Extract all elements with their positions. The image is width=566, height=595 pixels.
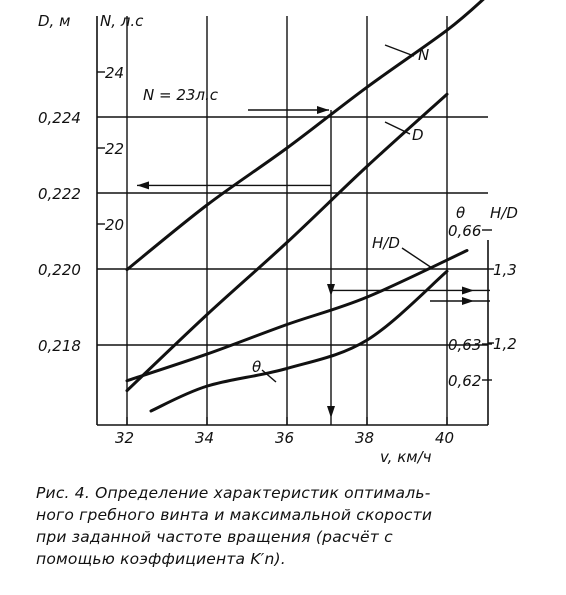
d-axis-title: D, м bbox=[38, 12, 71, 30]
series-label-hd: H/D bbox=[372, 234, 400, 252]
series-line-theta bbox=[151, 271, 447, 411]
x-tick-label: 38 bbox=[355, 429, 375, 447]
hd-tick-label: 1,3 bbox=[493, 261, 517, 279]
x-tick-label: 34 bbox=[195, 429, 215, 447]
n-tick-label: 20 bbox=[105, 216, 125, 234]
series-label-d: D bbox=[412, 126, 424, 144]
hd-result-arrow bbox=[462, 286, 474, 294]
series-line-hd bbox=[127, 251, 467, 381]
power-guide-arrow bbox=[317, 106, 329, 114]
x-axis-title: v, км/ч bbox=[380, 448, 432, 466]
figure-caption bbox=[36, 482, 546, 570]
series-lines bbox=[127, 0, 487, 411]
theta-axis-title: θ bbox=[456, 204, 466, 222]
d-tick-label: 0,224 bbox=[38, 109, 81, 127]
n-axis-title: N, л.с bbox=[100, 12, 144, 30]
d-tick-label: 0,222 bbox=[38, 185, 81, 203]
d-tick-label: 0,220 bbox=[38, 261, 81, 279]
hd-tick-label: 1,2 bbox=[493, 335, 517, 353]
n-tick-label: 24 bbox=[105, 64, 125, 82]
d-tick-label: 0,218 bbox=[38, 337, 81, 355]
theta-result-arrow bbox=[462, 297, 474, 305]
leader-d bbox=[385, 122, 410, 134]
x-tick-label: 40 bbox=[435, 429, 455, 447]
theta-tick-label: 0,63 bbox=[448, 336, 482, 354]
given-power-label: N = 23л.с bbox=[143, 86, 219, 104]
caption-line: Рис. 4. Определение характеристик оптималь- bbox=[36, 484, 431, 502]
n-tick-label: 22 bbox=[105, 140, 125, 158]
x-tick-label: 36 bbox=[275, 429, 295, 447]
series-label-n: N bbox=[418, 46, 430, 64]
hd-axis-title: H/D bbox=[490, 204, 518, 222]
x-tick-label: 32 bbox=[115, 429, 135, 447]
caption-line: при заданной частоте вращения (расчёт с bbox=[36, 528, 393, 546]
series-label-theta: θ bbox=[252, 358, 262, 376]
d-result-arrow bbox=[137, 181, 149, 189]
axis-labels bbox=[38, 12, 518, 466]
caption-line: ного гребного винта и максимальной скорости bbox=[36, 506, 433, 524]
theta-tick-label: 0,62 bbox=[448, 372, 482, 390]
speed-guide-arrow-bottom bbox=[327, 406, 335, 418]
theta-tick-label: 0,66 bbox=[448, 222, 482, 240]
series-line-n bbox=[127, 0, 487, 270]
leader-n bbox=[385, 45, 414, 56]
caption-line: помощью коэффициента K′n). bbox=[36, 550, 286, 568]
leader-hd bbox=[402, 248, 432, 268]
